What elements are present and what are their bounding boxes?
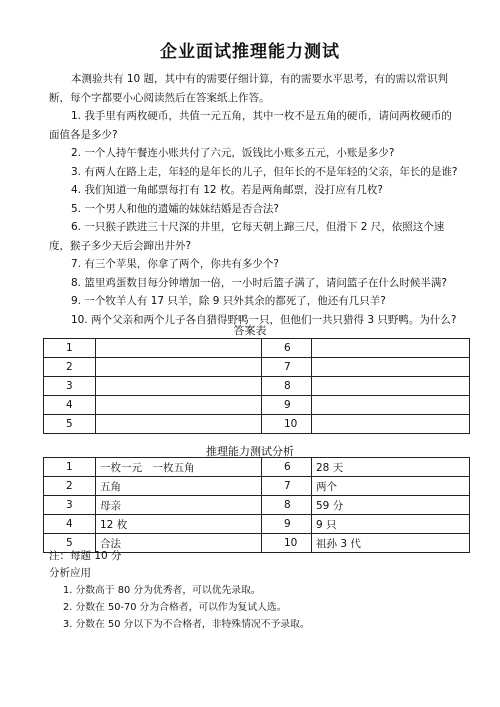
analysis-answer: 28 天 [312, 458, 470, 477]
analysis-answer: 9 只 [312, 515, 470, 534]
table-row [44, 396, 470, 415]
question-5: 5. 一个男人和他的遗孀的妹妹结婚是否合法? [71, 202, 279, 215]
analysis-item: 2. 分数在 50-70 分为合格者，可以作为复试人选。 [63, 602, 287, 613]
analysis-answer: 五角 [96, 477, 262, 496]
analysis-num: 5 [44, 534, 96, 553]
intro-text: 本测验共有 10 题，其中有的需要仔细计算，有的需要水平思考，有的需以常识判断，每个字都要小心阅读然后在答案纸上作答。 [49, 73, 449, 104]
answer-num: 2 [44, 358, 96, 377]
question-7: 7. 有三个苹果，你拿了两个，你共有多少个? [71, 258, 279, 270]
table-row [44, 458, 470, 477]
analysis-answer: 合法 [96, 534, 262, 553]
analysis-answer: 一枚一元 一枚五角 [96, 458, 262, 477]
answer-cell[interactable] [96, 358, 262, 377]
analysis-answer: 祖孙 3 代 [312, 534, 470, 553]
analysis-num: 1 [44, 458, 96, 477]
analysis-num: 7 [262, 477, 312, 496]
analysis-num: 3 [44, 496, 96, 515]
analysis-num: 10 [262, 534, 312, 553]
answer-num: 8 [262, 377, 312, 396]
answer-num: 6 [262, 339, 312, 358]
table-row [44, 415, 470, 434]
document-title: 企业面试推理能力测试 [160, 42, 340, 62]
analysis-answer: 两个 [312, 477, 470, 496]
question-3: 3. 有两人在路上走，年轻的是年长的儿子，但年长的不是年轻的父亲，年长的是谁? [71, 165, 458, 178]
answer-cell[interactable] [96, 396, 262, 415]
analysis-num: 6 [262, 458, 312, 477]
answer-num: 10 [262, 415, 312, 434]
question-8: 8. 篮里鸡蛋数目每分钟增加一倍，一小时后篮子满了，请问篮子在什么时候半满? [71, 276, 447, 289]
analysis-answer: 12 枚 [96, 515, 262, 534]
table-row [44, 377, 470, 396]
analysis-item: 1. 分数高于 80 分为优秀者，可以优先录取。 [63, 585, 261, 596]
answer-num: 9 [262, 396, 312, 415]
answer-cell[interactable] [96, 377, 262, 396]
answer-cell[interactable] [312, 358, 470, 377]
table-row [44, 358, 470, 377]
analysis-answer: 59 分 [312, 496, 470, 515]
question-2: 2. 一个人持午餐连小账共付了六元，饭钱比小账多五元，小账是多少? [71, 147, 395, 159]
question-10: 10. 两个父亲和两个儿子各自猎得野鸭一只，但他们一共只猎得 3 只野鸭。为什么? [71, 313, 457, 326]
analysis-num: 8 [262, 496, 312, 515]
question-9: 9. 一个牧羊人有 17 只羊，除 9 只外其余的都死了，他还有几只羊? [71, 295, 386, 307]
intro-section [49, 70, 459, 329]
answer-cell[interactable] [96, 339, 262, 358]
answer-cell[interactable] [96, 415, 262, 434]
table-row [44, 477, 470, 496]
table-row [44, 496, 470, 515]
analysis-answer: 母亲 [96, 496, 262, 515]
analysis-num: 9 [262, 515, 312, 534]
analysis-item: 3. 分数在 50 分以下为不合格者，非特殊情况不予录取。 [63, 619, 310, 630]
answer-num: 4 [44, 396, 96, 415]
analysis-num: 4 [44, 515, 96, 534]
table-row [44, 515, 470, 534]
analysis-table [43, 457, 470, 553]
answer-num: 7 [262, 358, 312, 377]
analysis-section [49, 565, 469, 633]
answer-cell[interactable] [312, 377, 470, 396]
analysis-heading: 分析应用 [49, 567, 91, 579]
table-row [44, 339, 470, 358]
answer-num: 5 [44, 415, 96, 434]
score-note: 注：每题 10 分 [49, 550, 122, 562]
answer-cell[interactable] [312, 415, 470, 434]
answer-cell[interactable] [312, 339, 470, 358]
answer-num: 3 [44, 377, 96, 396]
question-6: 6. 一只猴子跌进三十尺深的井里，它每天朝上蹿三尺，但滑下 2 尺，依照这个速度，猴子多少天后会蹿出井外? [49, 221, 445, 252]
analysis-table-title: 推理能力测试分析 [206, 445, 294, 458]
answer-cell[interactable] [312, 396, 470, 415]
answer-sheet-title: 答案表 [233, 324, 267, 337]
answer-sheet-table [43, 338, 470, 434]
question-4: 4. 我们知道一角邮票每打有 12 枚。若是两角邮票，没打应有几枚? [71, 184, 383, 196]
question-1: 1. 我手里有两枚硬币，共值一元五角，其中一枚不是五角的硬币，请问两枚硬币的面值各是多少? [49, 110, 452, 141]
answer-num: 1 [44, 339, 96, 358]
analysis-num: 2 [44, 477, 96, 496]
